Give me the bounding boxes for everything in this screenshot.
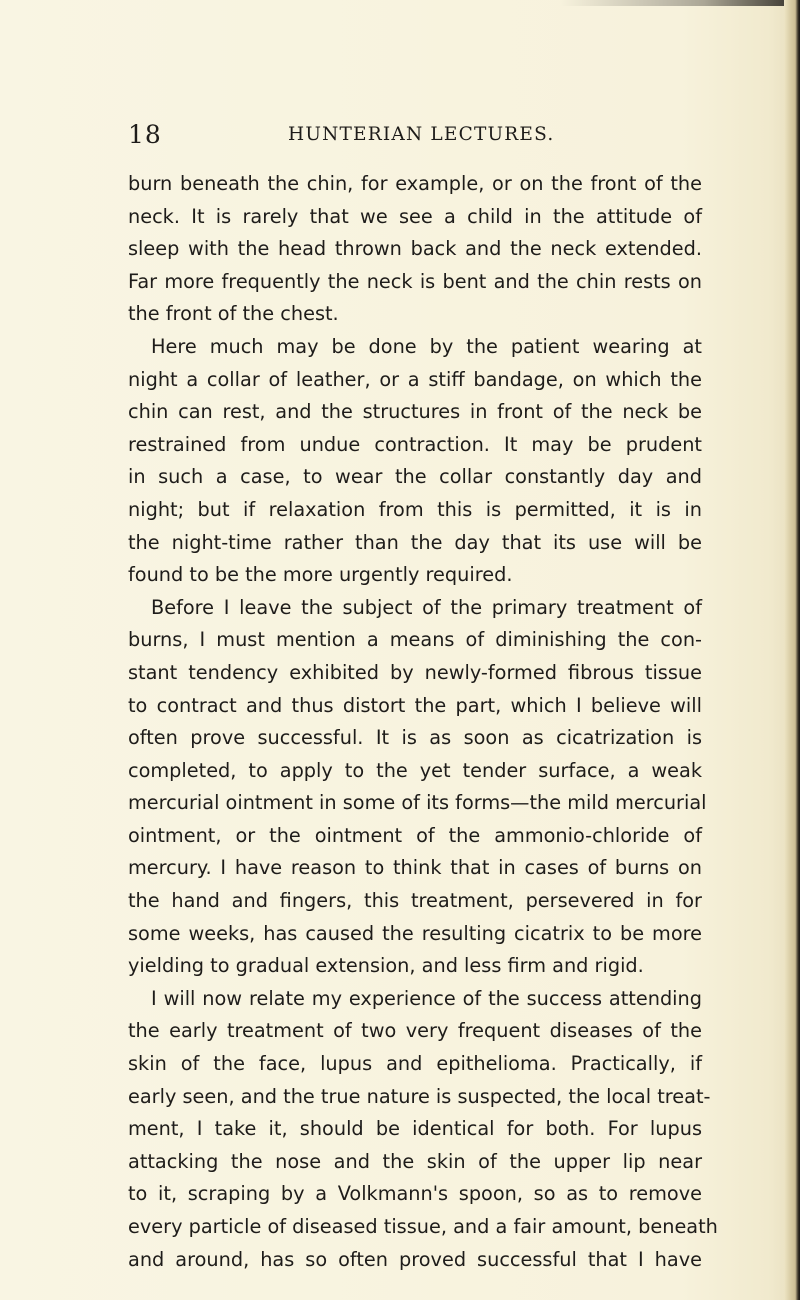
text-line: often prove successful. It is as soon as cicatrization is (128, 726, 702, 750)
text-line: to it, scraping by a Volkmann's spoon, so as to remove (128, 1182, 702, 1206)
text-line: yielding to gradual extension, and less firm and rigid. (128, 954, 644, 978)
text-line: to contract and thus distort the part, which I believe will (128, 693, 702, 717)
text-line: ment, I take it, should be identical for both. For lupus (128, 1117, 702, 1141)
text-line: found to be the more urgently required. (128, 563, 513, 587)
paragraph-start-line: Before I leave the subject of the primary treatment of (151, 595, 702, 619)
text-line: every particle of diseased tissue, and a fair amount, beneath (128, 1215, 718, 1238)
text-line: ointment, or the ointment of the ammonio-chloride of (128, 823, 702, 847)
text-line: mercurial ointment in some of its forms—the mild mercurial (128, 791, 707, 815)
paragraph-start-line: I will now relate my experience of the success attending (151, 986, 702, 1010)
page-header (128, 120, 688, 160)
text-line: skin of the face, lupus and epithelioma. Practically, if (128, 1052, 702, 1076)
text-line: night; but if relaxation from this is permitted, it is in (128, 497, 702, 521)
text-line: some weeks, has caused the resulting cicatrix to be more (128, 921, 702, 945)
text-line: night a collar of leather, or a stiff bandage, on which the (128, 367, 702, 391)
text-line: the front of the chest. (128, 302, 339, 326)
text-line: restrained from undue contraction. It may be prudent (128, 432, 702, 456)
text-line: stant tendency exhibited by newly-formed fibrous tissue (128, 660, 702, 684)
text-line: early seen, and the true nature is suspected, the local treat- (128, 1084, 711, 1108)
page-number: 18 (128, 120, 162, 149)
text-line: the night-time rather than the day that its use will be (128, 530, 702, 554)
text-line: completed, to apply to the yet tender surface, a weak (128, 758, 702, 782)
text-line: burns, I must mention a means of diminishing the con- (128, 628, 702, 652)
paragraph-start-line: Here much may be done by the patient wearing at (151, 334, 702, 358)
ink-speck (247, 1132, 255, 1146)
running-title: HUNTERIAN LECTURES. (288, 124, 555, 145)
text-line: in such a case, to wear the collar constantly day and (128, 465, 702, 489)
text-line: chin can rest, and the structures in front of the neck be (128, 400, 702, 424)
page-edge-shadow (784, 0, 800, 1300)
text-line: sleep with the head thrown back and the neck extended. (128, 237, 702, 261)
text-line: neck. It is rarely that we see a child in the attitude of (128, 204, 702, 228)
text-line: burn beneath the chin, for example, or on the front of the (128, 172, 702, 195)
text-line: mercury. I have reason to think that in cases of burns on (128, 856, 702, 880)
text-line: the early treatment of two very frequent diseases of the (128, 1019, 702, 1043)
text-line: attacking the nose and the skin of the upper lip near (128, 1149, 702, 1173)
page-top-shadow (560, 0, 800, 6)
text-line: the hand and fingers, this treatment, persevered in for (128, 889, 702, 913)
body-text (128, 168, 718, 1276)
text-line: and around, has so often proved successful that I have (128, 1247, 702, 1271)
text-line: Far more frequently the neck is bent and the chin rests on (128, 269, 702, 293)
